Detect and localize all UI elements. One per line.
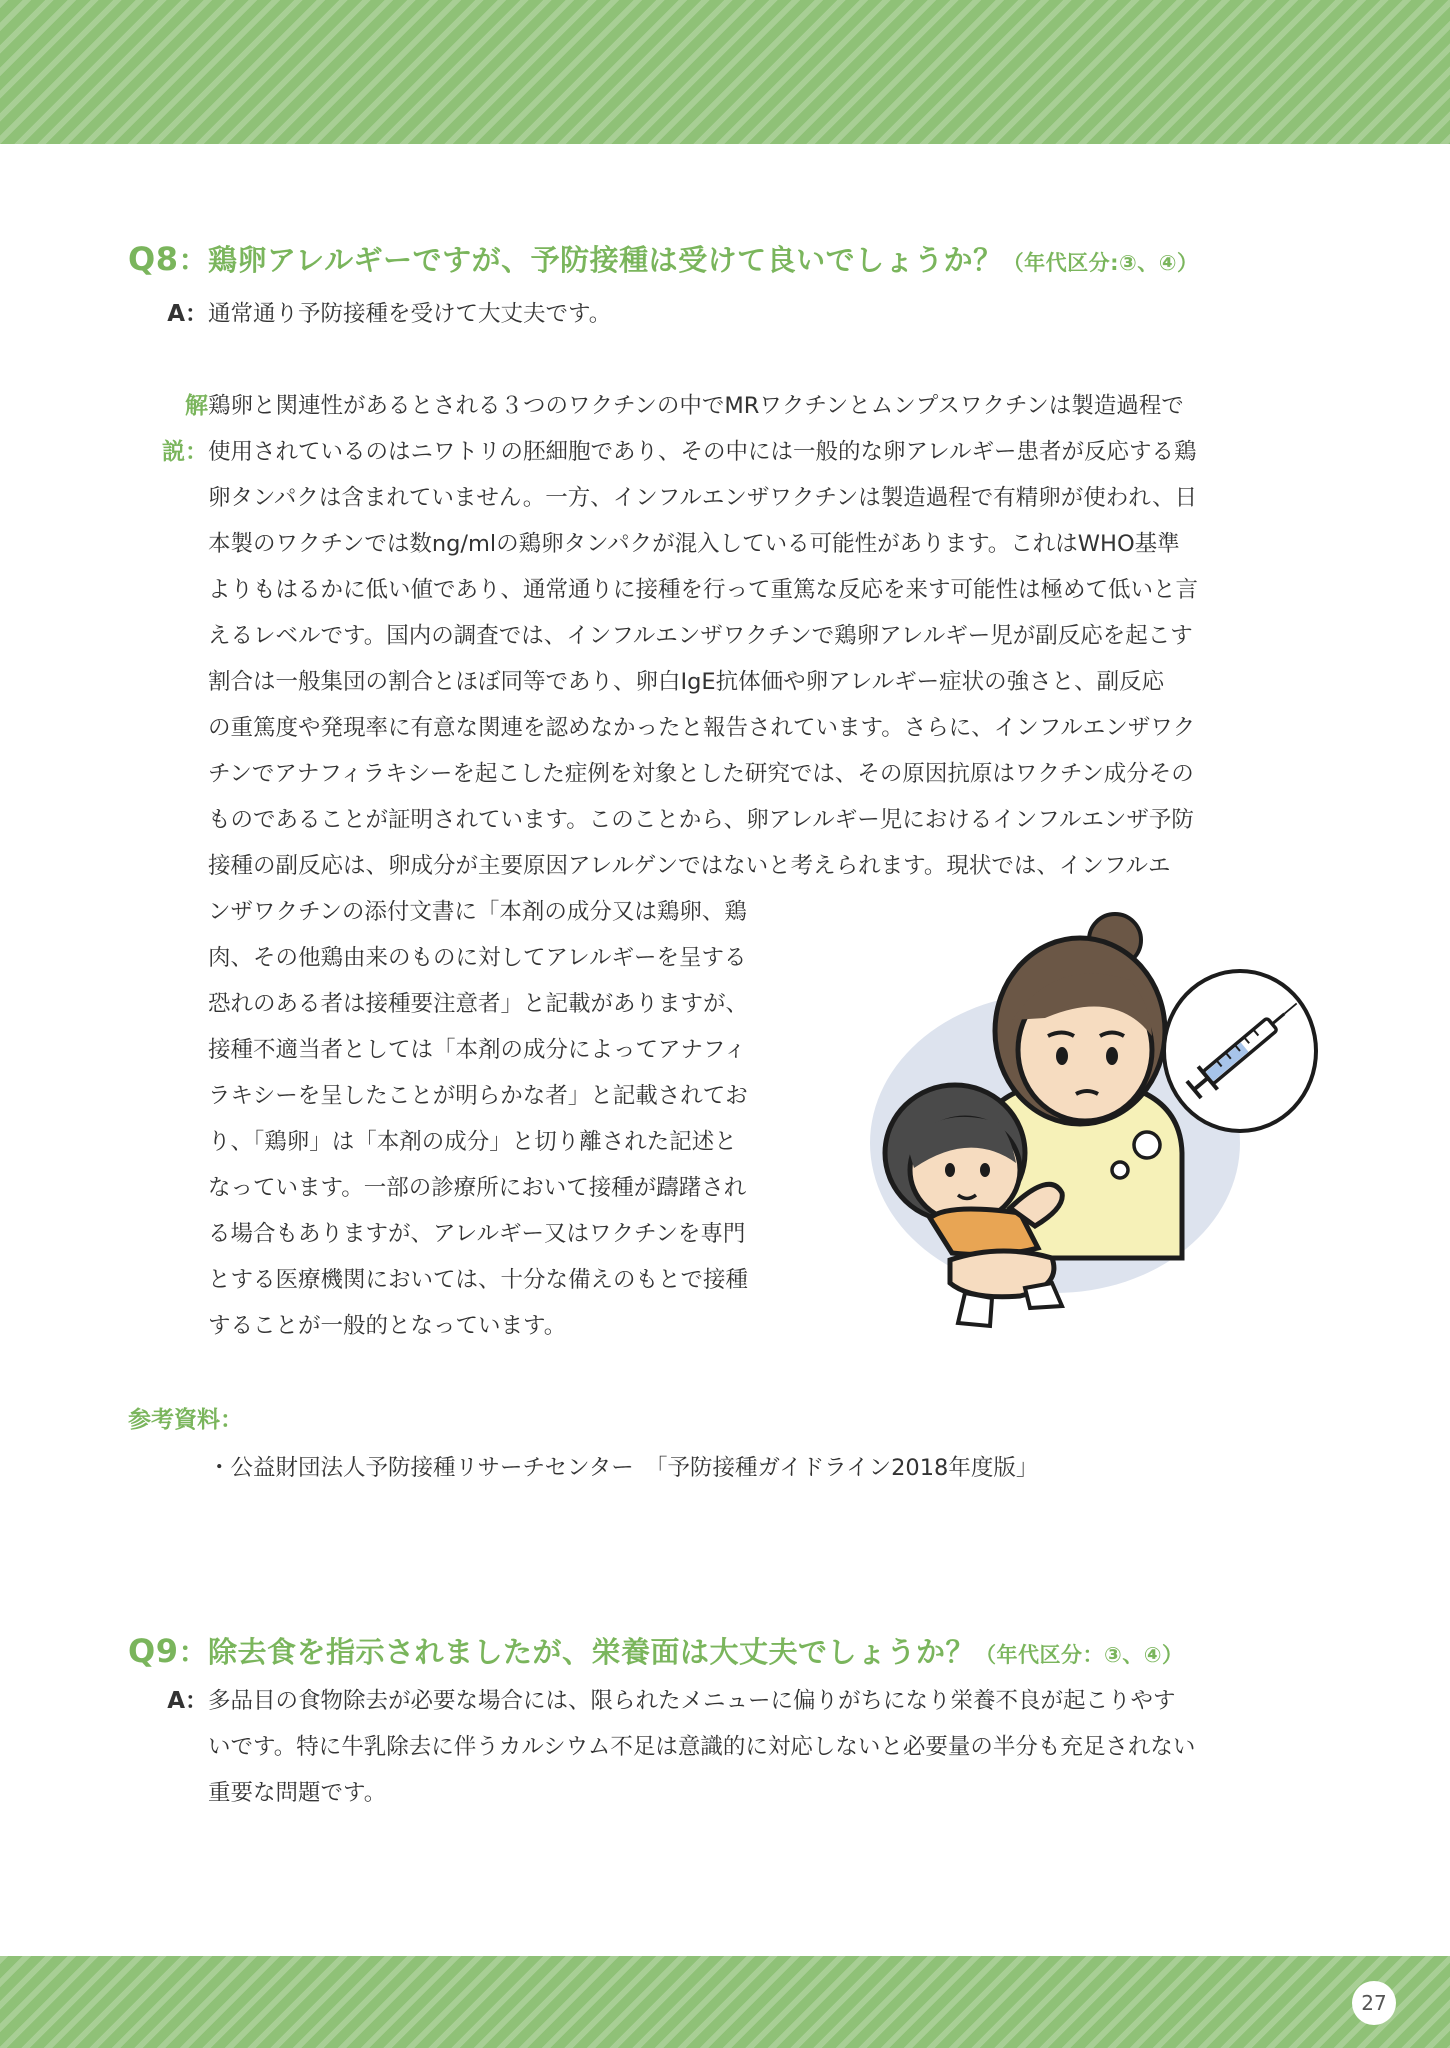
q8-explanation-continued xyxy=(140,889,818,1349)
q9-number: Q9 xyxy=(128,1632,179,1670)
q9-title: ：除去食を指示されましたが、栄養面は大丈夫でしょうか？ xyxy=(178,1635,975,1669)
mother-child-vaccine-illustration xyxy=(840,908,1320,1338)
page-number: 27 xyxy=(1352,1981,1396,2025)
q8-explanation-text-continued: ンザワクチンの添付文書に「本剤の成分又は鶏卵、鶏 肉、その他鶏由来のものに対してアレルギーを呈する 恐れのある者は接種要注意者」と記載がありますが、 接種不適当者としては「本剤の成分によってアナフィ ラキシーを呈したことが明らかな者」と記載されてお り、「鶏卵」は「本剤の成分」と切り離された記述と なっています。一部の診療所において接種が躊躇され る場合もありますが、アレルギー又はワクチンを専門 とする医療機関においては、十分な備えのもとで接種 することが一般的となっています。 xyxy=(208,899,749,1339)
q8-heading xyxy=(128,238,1358,279)
q9-answer-label: A： xyxy=(167,1688,208,1714)
q8-explanation-label: 解説： xyxy=(162,393,208,465)
q8-answer xyxy=(140,291,611,337)
reference-item: ・公益財団法人予防接種リサーチセンター 「予防接種ガイドライン2018年度版」 xyxy=(208,1455,1039,1481)
q8-number: Q8 xyxy=(128,240,179,278)
references-title: 参考資料： xyxy=(128,1407,243,1433)
q8-title: ：鶏卵アレルギーですが、予防接種は受けて良いでしょうか？ xyxy=(178,243,1003,277)
q8-answer-label: A： xyxy=(167,301,208,327)
q9-category: （年代区分：③、④） xyxy=(974,1643,1184,1667)
footer-band xyxy=(0,1956,1450,2048)
q9-answer-text: 多品目の食物除去が必要な場合には、限られたメニューに偏りがちになり栄養不良が起こりやす いです。特に牛乳除去に伴うカルシウム不足は意識的に対応しないと必要量の半分も充足されない 重要な問題です。 xyxy=(208,1688,1196,1806)
q9-answer xyxy=(140,1678,1358,1816)
q8-category: （年代区分:③、④） xyxy=(1002,251,1199,275)
q8-explanation-text: 鶏卵と関連性があるとされる３つのワクチンの中でMRワクチンとムンプスワクチンは製造過程で 使用されているのはニワトリの胚細胞であり、その中には一般的な卵アレルギー患者が反応する鶏 卵タンパクは含まれていません。一方、インフルエンザワクチンは製造過程で有精卵が使われ、日 本製のワクチンでは数ng/mlの鶏卵タンパクが混入している可能性があります。これはWHO基準 よりもはるかに低い値であり、通常通りに接種を行って重篤な反応を来す可能性は極めて低いと言 えるレベルです。国内の調査では、インフルエンザワクチンで鶏卵アレルギー児が副反応を起こす 割合は一般集団の割合とほぼ同等であり、卵白IgE抗体価や卵アレルギー症状の強さと、副反応 の重篤度や発現率に有意な関連を認めなかったと報告されています。さらに、インフルエンザワク チンでアナフィラキシーを起こした症例を対象とした研究では、その原因抗原はワクチン成分その ものであることが証明されています。このことから、卵アレルギー児におけるインフルエンザ予防 接種の副反応は、卵成分が主要原因アレルゲンではないと考えられます。現状では、インフルエ xyxy=(208,393,1199,879)
q9-heading xyxy=(128,1630,1358,1671)
q8-answer-text: 通常通り予防接種を受けて大丈夫です。 xyxy=(208,301,612,327)
header-band xyxy=(0,0,1450,144)
q8-explanation xyxy=(140,383,1358,889)
